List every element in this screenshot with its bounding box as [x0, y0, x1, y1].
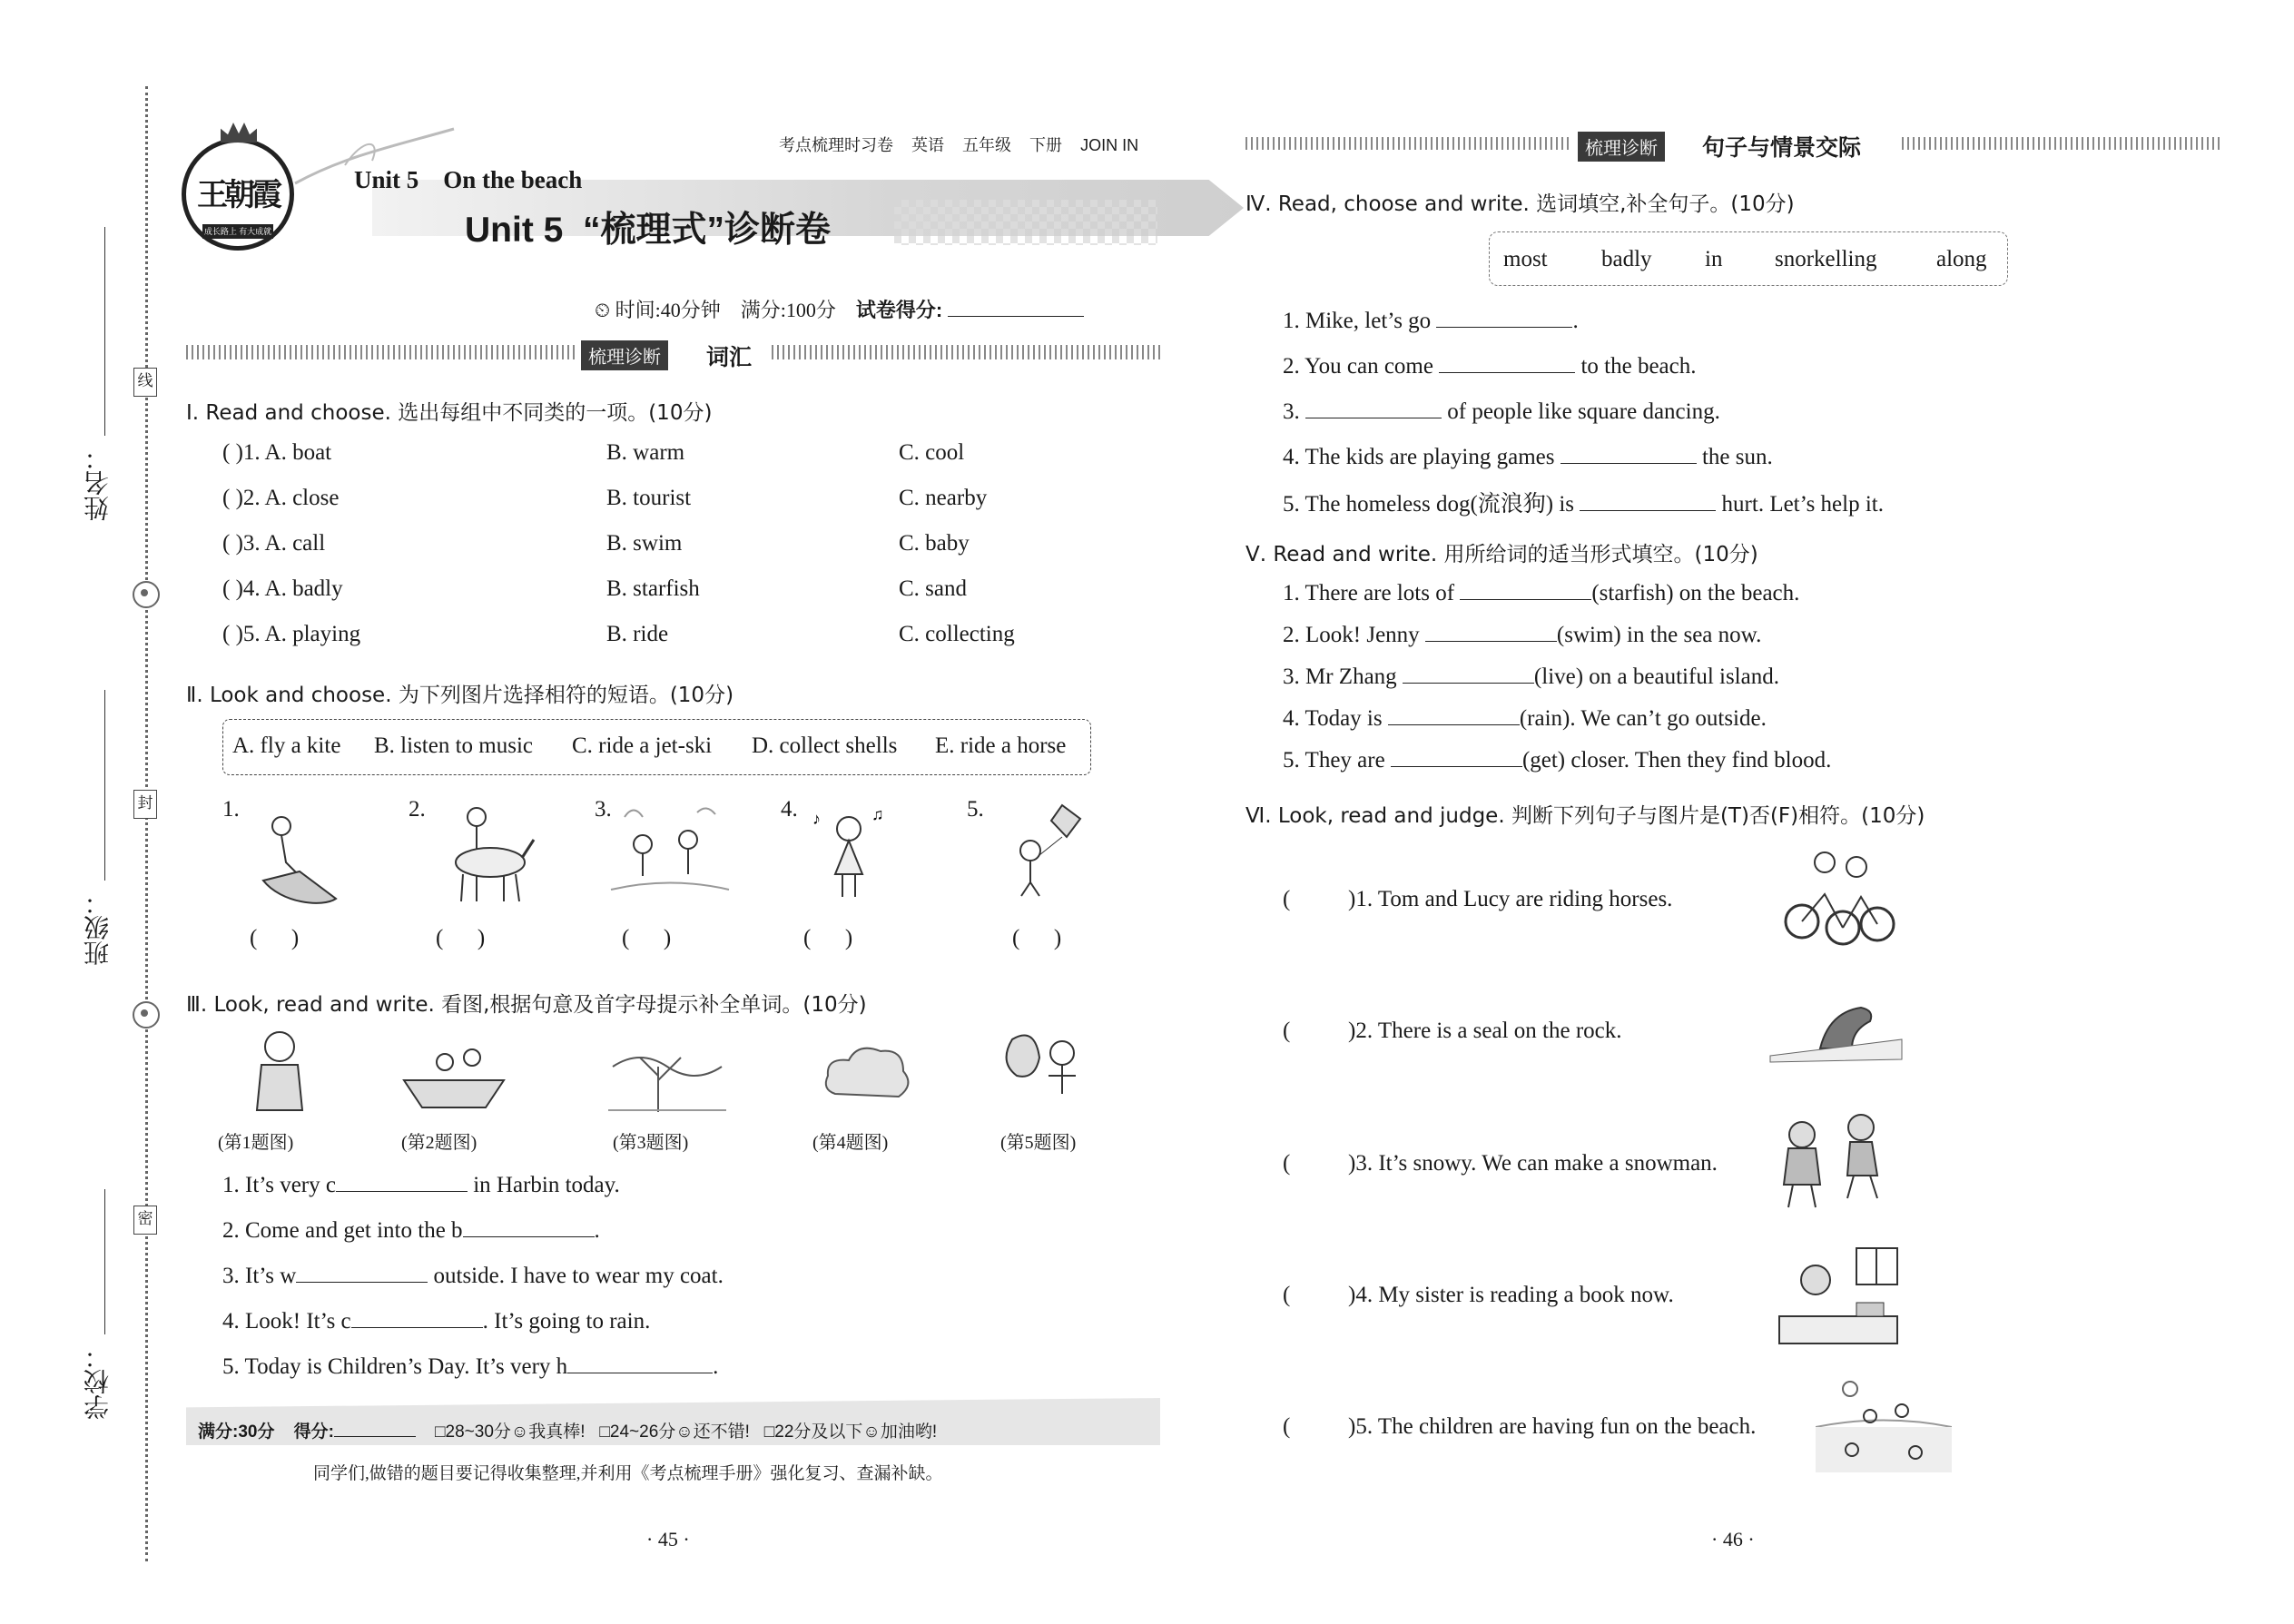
q6-statement: )1. Tom and Lucy are riding horses. [1348, 887, 1673, 911]
q5-blank[interactable] [1460, 579, 1591, 600]
exam-full-score: 满分:100分 [740, 299, 836, 321]
bicycle-kids-icon [1779, 844, 1897, 949]
q6-answer[interactable]: ( [1283, 1283, 1291, 1307]
q1-item[interactable]: ( )3. A. call [222, 531, 326, 556]
q6-answer[interactable]: ( [1283, 887, 1291, 911]
name-line [104, 227, 105, 436]
q1-option-b: B. ride [606, 622, 669, 646]
textbook: JOIN IN [1080, 136, 1139, 154]
q3-caption: (第2题图) [401, 1133, 478, 1153]
section-bar [1902, 137, 2220, 150]
q4-word-box [1489, 231, 2008, 286]
name-label: 姓名： [83, 445, 113, 521]
q2-answer[interactable]: ( ) [803, 926, 853, 950]
music-girl-icon [808, 806, 890, 906]
q3-line: 1. It’s very c in Harbin today. [222, 1173, 620, 1197]
kite-boy-icon [999, 801, 1089, 901]
q2-num: 1. [222, 797, 240, 822]
reading-girl-icon [1775, 1244, 1902, 1348]
school-line [104, 1189, 105, 1334]
q5-blank[interactable] [1388, 704, 1520, 725]
binding-hole [133, 581, 160, 608]
q5-line: 2. Look! Jenny (swim) in the sea now. [1283, 623, 1762, 647]
q4-blank[interactable] [1561, 443, 1697, 464]
q5-blank[interactable] [1425, 621, 1557, 642]
exam-time: 时间:40分钟 [615, 299, 721, 321]
rating-option[interactable]: □24~26分 [599, 1422, 676, 1442]
page-title: Unit 5 “梳理式”诊断卷 [465, 211, 832, 250]
q1-option-c: C. sand [899, 576, 967, 601]
q2-option: C. ride a jet-ski [572, 733, 713, 758]
q5-blank[interactable] [1391, 746, 1522, 767]
q2-option: A. fly a kite [232, 733, 341, 758]
beach-icon [1816, 1373, 1952, 1477]
seal-mark-seal: 封 [133, 790, 157, 819]
q2-option: D. collect shells [752, 733, 898, 758]
class-line [104, 690, 105, 881]
q6-statement: )2. There is a seal on the rock. [1348, 1019, 1622, 1043]
q3-line: 3. It’s w outside. I have to wear my coat. [222, 1264, 724, 1288]
q3-caption: (第5题图) [1000, 1133, 1077, 1153]
q2-num: 2. [409, 797, 426, 822]
q1-option-b: B. swim [606, 531, 683, 556]
q1-item[interactable]: ( )5. A. playing [222, 622, 361, 646]
clock-icon: ⏲ [595, 299, 611, 321]
section-tag: 梳理诊断 [1578, 132, 1665, 162]
section-bar [772, 345, 1162, 359]
q5-heading: Ⅴ. Read and write. 用所给词的适当形式填空。(10分) [1245, 543, 1758, 566]
q2-answer[interactable]: ( ) [250, 926, 300, 950]
q2-option: E. ride a horse [935, 733, 1067, 758]
q1-item[interactable]: ( )4. A. badly [222, 576, 343, 601]
section-bar [1245, 137, 1572, 150]
volume: 下册 [1029, 136, 1063, 154]
happy-boy-icon [999, 1026, 1098, 1117]
q4-heading: Ⅳ. Read, choose and write. 选词填空,补全句子。(10分) [1245, 192, 1795, 216]
q3-caption: (第3题图) [613, 1133, 689, 1153]
section-full-score: 满分:30分 [198, 1422, 275, 1442]
q4-word: most [1503, 247, 1548, 271]
self-evaluation: 满分:30分 得分: □28~30分☺我真棒! □24~26分☺还不错! □22分及以下☺加油哟! [198, 1416, 937, 1442]
q4-blank[interactable] [1580, 490, 1716, 511]
smile-icon: ☺ [675, 1422, 694, 1442]
binding-line [145, 86, 148, 1561]
q4-word: snorkelling [1775, 247, 1877, 271]
q1-option-c: C. nearby [899, 486, 988, 510]
page-number-left: · 45 · [646, 1528, 690, 1550]
q4-line: 1. Mike, let’s go . [1283, 309, 1579, 333]
q1-option-b: B. warm [606, 440, 685, 465]
svg-text:♫: ♫ [871, 806, 884, 823]
q3-line: 2. Come and get into the b . [222, 1218, 600, 1243]
q2-num: 4. [781, 797, 798, 822]
q3-blank[interactable] [336, 1171, 468, 1192]
q2-answer[interactable]: ( ) [622, 926, 672, 950]
q2-option: B. listen to music [374, 733, 533, 758]
page-number-right: · 46 · [1711, 1528, 1755, 1550]
logo-text: 王朝霞 [197, 177, 279, 213]
wind-tree-icon [604, 1030, 731, 1117]
q2-answer[interactable]: ( ) [1012, 926, 1062, 950]
q4-blank[interactable] [1436, 307, 1572, 328]
q3-caption: (第4题图) [812, 1133, 889, 1153]
brand-logo [182, 138, 294, 251]
q3-line: 4. Look! It’s c . It’s going to rain. [222, 1309, 651, 1334]
seal-icon [1766, 994, 1911, 1067]
q5-line: 5. They are (get) closer. Then they find blood. [1283, 748, 1832, 773]
q4-word: in [1705, 247, 1723, 271]
section-bar [186, 345, 576, 359]
q3-blank[interactable] [463, 1216, 595, 1237]
q4-word: badly [1601, 247, 1652, 271]
smile-icon: ☺ [862, 1422, 881, 1442]
q5-blank[interactable] [1403, 663, 1534, 684]
q3-blank[interactable] [567, 1353, 713, 1373]
q2-num: 3. [595, 797, 612, 822]
section-tag: 梳理诊断 [581, 340, 668, 370]
q3-caption: (第1题图) [218, 1133, 294, 1153]
logo-slogan: 成长路上 有大成就 [202, 224, 273, 239]
exam-score-input[interactable] [948, 296, 1084, 317]
q1-option-b: B. starfish [606, 576, 700, 601]
seal-mark-secret: 密 [133, 1206, 157, 1235]
q2-num: 5. [967, 797, 984, 822]
q1-option-b: B. tourist [606, 486, 692, 510]
q3-heading: Ⅲ. Look, read and write. 看图,根据句意及首字母提示补全单词。(10分) [186, 993, 867, 1017]
exam-score-label: 试卷得分: [855, 299, 943, 321]
q4-line: 2. You can come to the beach. [1283, 354, 1697, 379]
q4-blank[interactable] [1439, 352, 1575, 373]
q1-option-c: C. collecting [899, 622, 1015, 646]
grade: 五年级 [962, 136, 1012, 154]
q1-heading: Ⅰ. Read and choose. 选出每组中不同类的一项。(10分) [186, 401, 713, 425]
horse-rider-icon [436, 803, 540, 908]
rating-option[interactable]: □28~30分 [435, 1422, 511, 1442]
q1-item[interactable]: ( )1. A. boat [222, 440, 332, 465]
seal-mark-line: 线 [133, 368, 157, 397]
q4-line: 3. of people like square dancing. [1283, 399, 1720, 424]
q6-statement: )5. The children are having fun on the beach. [1348, 1414, 1757, 1439]
q6-statement: )3. It’s snowy. We can make a snowman. [1348, 1151, 1718, 1176]
section-score-input[interactable] [334, 1416, 416, 1437]
school-label: 学校： [83, 1343, 113, 1420]
q6-answer[interactable]: ( [1283, 1414, 1291, 1439]
section-title: 句子与情景交际 [1702, 134, 1862, 161]
exam-meta [595, 295, 1084, 323]
q5-line: 1. There are lots of (starfish) on the beach. [1283, 581, 1800, 605]
snow-kids-icon [1770, 1107, 1897, 1212]
boat-icon [399, 1030, 508, 1117]
smile-icon: ☺ [510, 1422, 529, 1442]
q4-blank[interactable] [1305, 398, 1442, 418]
q4-line: 4. The kids are playing games the sun. [1283, 445, 1773, 469]
rating-option[interactable]: □22分及以下 [763, 1422, 863, 1442]
q3-blank[interactable] [351, 1307, 483, 1328]
jet-ski-icon [245, 808, 345, 912]
q5-line: 3. Mr Zhang (live) on a beautiful island. [1283, 664, 1779, 689]
q6-answer[interactable]: ( [1283, 1151, 1291, 1176]
unit-line: Unit 5 On the beach [354, 166, 583, 193]
q2-answer[interactable]: ( ) [436, 926, 486, 950]
q3-line: 5. Today is Children’s Day. It’s very h . [222, 1354, 719, 1379]
q6-statement: )4. My sister is reading a book now. [1348, 1283, 1674, 1307]
shell-kids-icon [606, 803, 733, 903]
q4-word: along [1936, 247, 1987, 271]
svg-text:♪: ♪ [812, 810, 821, 828]
q1-item[interactable]: ( )2. A. close [222, 486, 340, 510]
q1-option-c: C. cool [899, 440, 965, 465]
cloud-icon [817, 1035, 917, 1117]
section-title: 词汇 [706, 344, 753, 370]
cold-child-icon [243, 1024, 316, 1124]
q4-line: 5. The homeless dog(流浪狗) is hurt. Let’s help it. [1283, 492, 1884, 517]
q6-answer[interactable]: ( [1283, 1019, 1291, 1043]
class-label: 班级： [83, 890, 113, 966]
review-note: 同学们,做错的题目要记得收集整理,并利用《考点梳理手册》强化复习、查漏补缺。 [313, 1464, 943, 1483]
q2-heading: Ⅱ. Look and choose. 为下列图片选择相符的短语。(10分) [186, 684, 734, 707]
q3-blank[interactable] [296, 1262, 428, 1283]
q6-heading: Ⅵ. Look, read and judge. 判断下列句子与图片是(T)否(F)相符。(10分) [1245, 804, 1925, 828]
q5-line: 4. Today is (rain). We can’t go outside. [1283, 706, 1767, 731]
subject: 英语 [911, 136, 945, 154]
binding-hole [133, 1001, 160, 1029]
section-score-label: 得分: [293, 1422, 334, 1442]
banner-pattern [894, 200, 1157, 245]
book-name: 考点梳理时习卷 [779, 136, 893, 154]
q1-option-c: C. baby [899, 531, 970, 556]
